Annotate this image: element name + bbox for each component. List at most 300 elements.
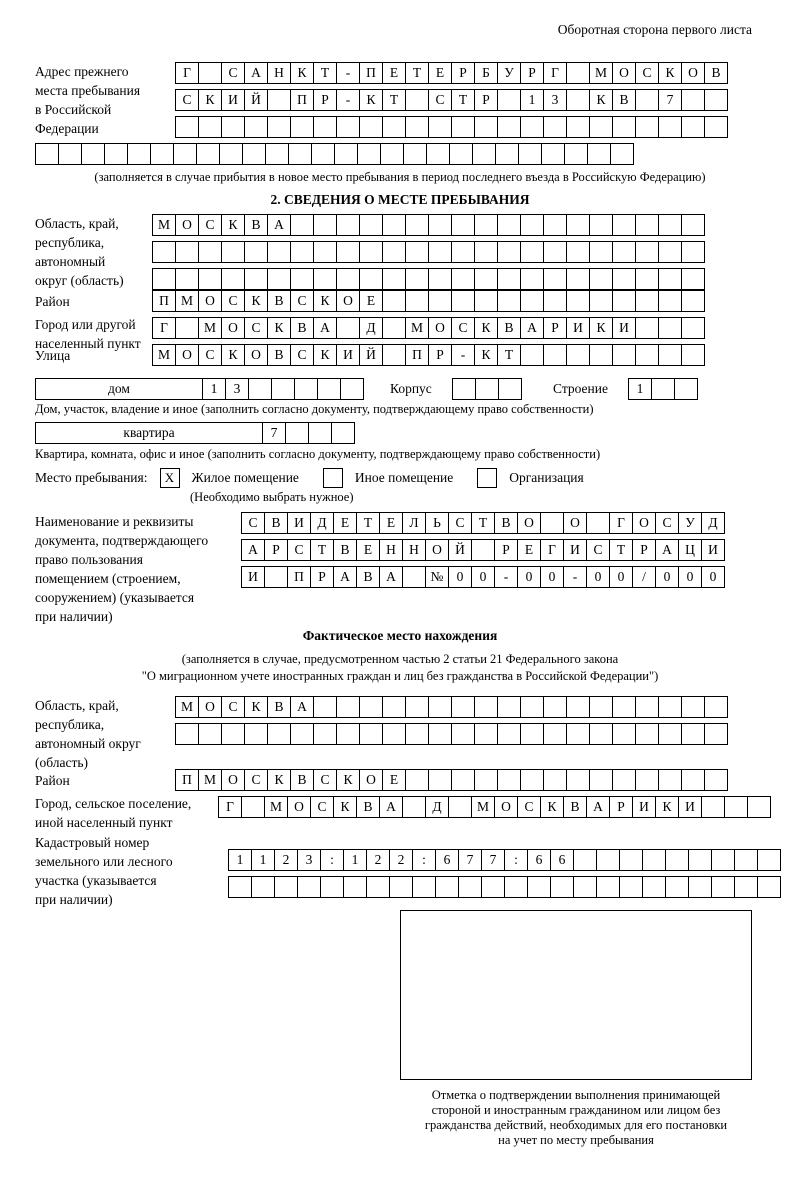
region-row-3[interactable] <box>152 268 704 290</box>
char-cell[interactable]: Е <box>359 290 383 312</box>
char-cell[interactable] <box>198 116 222 138</box>
char-cell[interactable]: 0 <box>609 566 633 588</box>
char-cell[interactable]: К <box>359 89 383 111</box>
char-cell[interactable]: 3 <box>225 378 249 400</box>
char-cell[interactable] <box>635 116 659 138</box>
char-cell[interactable] <box>497 268 521 290</box>
char-cell[interactable]: Й <box>359 344 383 366</box>
char-cell[interactable] <box>497 241 521 263</box>
char-cell[interactable]: А <box>379 796 403 818</box>
char-cell[interactable] <box>681 89 705 111</box>
char-cell[interactable]: 0 <box>517 566 541 588</box>
char-cell[interactable] <box>497 89 521 111</box>
char-cell[interactable] <box>251 876 275 898</box>
char-cell[interactable] <box>573 849 597 871</box>
char-cell[interactable] <box>359 241 383 263</box>
char-cell[interactable] <box>642 849 666 871</box>
char-cell[interactable]: Р <box>474 89 498 111</box>
char-cell[interactable] <box>428 696 452 718</box>
char-cell[interactable] <box>665 876 689 898</box>
char-cell[interactable] <box>566 769 590 791</box>
char-cell[interactable]: О <box>221 769 245 791</box>
char-cell[interactable]: С <box>290 344 314 366</box>
char-cell[interactable] <box>586 512 610 534</box>
char-cell[interactable] <box>520 723 544 745</box>
char-cell[interactable]: 3 <box>297 849 321 871</box>
char-cell[interactable] <box>274 876 298 898</box>
char-cell[interactable] <box>448 796 472 818</box>
char-cell[interactable]: О <box>612 62 636 84</box>
char-cell[interactable]: В <box>244 214 268 236</box>
char-cell[interactable]: Е <box>356 539 380 561</box>
char-cell[interactable] <box>658 344 682 366</box>
char-cell[interactable]: : <box>320 849 344 871</box>
char-cell[interactable]: М <box>152 344 176 366</box>
actual-region-row-1[interactable] <box>175 696 727 718</box>
char-cell[interactable] <box>405 116 429 138</box>
char-cell[interactable] <box>313 116 337 138</box>
actual-region-row-2[interactable] <box>175 723 727 745</box>
char-cell[interactable] <box>313 723 337 745</box>
char-cell[interactable]: 1 <box>343 849 367 871</box>
char-cell[interactable]: 7 <box>481 849 505 871</box>
char-cell[interactable] <box>711 876 735 898</box>
char-cell[interactable] <box>612 241 636 263</box>
char-cell[interactable]: К <box>244 290 268 312</box>
char-cell[interactable] <box>704 89 728 111</box>
char-cell[interactable] <box>543 116 567 138</box>
char-cell[interactable] <box>405 241 429 263</box>
char-cell[interactable]: 6 <box>435 849 459 871</box>
char-cell[interactable] <box>704 769 728 791</box>
char-cell[interactable]: М <box>175 696 199 718</box>
char-cell[interactable] <box>658 696 682 718</box>
document-row-2[interactable] <box>241 539 724 561</box>
char-cell[interactable]: Т <box>609 539 633 561</box>
char-cell[interactable]: В <box>356 566 380 588</box>
char-cell[interactable] <box>382 344 406 366</box>
city-row-1[interactable] <box>152 317 704 339</box>
char-cell[interactable]: О <box>175 344 199 366</box>
char-cell[interactable]: В <box>497 317 521 339</box>
char-cell[interactable] <box>566 241 590 263</box>
char-cell[interactable]: В <box>704 62 728 84</box>
char-cell[interactable] <box>564 143 588 165</box>
char-cell[interactable]: С <box>198 344 222 366</box>
char-cell[interactable]: К <box>267 769 291 791</box>
char-cell[interactable] <box>382 268 406 290</box>
char-cell[interactable] <box>543 723 567 745</box>
char-cell[interactable] <box>704 116 728 138</box>
char-cell[interactable] <box>267 89 291 111</box>
char-cell[interactable] <box>701 796 725 818</box>
char-cell[interactable] <box>248 378 272 400</box>
char-cell[interactable]: А <box>241 539 265 561</box>
char-cell[interactable]: А <box>290 696 314 718</box>
char-cell[interactable] <box>382 723 406 745</box>
char-cell[interactable] <box>175 268 199 290</box>
char-cell[interactable]: Г <box>175 62 199 84</box>
char-cell[interactable]: О <box>517 512 541 534</box>
char-cell[interactable] <box>589 214 613 236</box>
char-cell[interactable]: Е <box>382 769 406 791</box>
char-cell[interactable] <box>474 268 498 290</box>
char-cell[interactable] <box>221 723 245 745</box>
char-cell[interactable] <box>635 317 659 339</box>
char-cell[interactable] <box>596 876 620 898</box>
char-cell[interactable] <box>359 214 383 236</box>
char-cell[interactable] <box>267 116 291 138</box>
char-cell[interactable]: Г <box>540 539 564 561</box>
char-cell[interactable]: П <box>359 62 383 84</box>
char-cell[interactable]: И <box>566 317 590 339</box>
char-cell[interactable] <box>589 696 613 718</box>
char-cell[interactable]: В <box>494 512 518 534</box>
char-cell[interactable] <box>612 214 636 236</box>
char-cell[interactable] <box>471 539 495 561</box>
char-cell[interactable] <box>219 143 243 165</box>
char-cell[interactable] <box>451 696 475 718</box>
char-cell[interactable]: К <box>221 214 245 236</box>
char-cell[interactable]: И <box>287 512 311 534</box>
char-cell[interactable]: Р <box>264 539 288 561</box>
char-cell[interactable]: О <box>198 696 222 718</box>
char-cell[interactable] <box>612 268 636 290</box>
char-cell[interactable]: В <box>267 290 291 312</box>
char-cell[interactable] <box>288 143 312 165</box>
char-cell[interactable]: В <box>563 796 587 818</box>
char-cell[interactable] <box>313 696 337 718</box>
char-cell[interactable] <box>244 116 268 138</box>
char-cell[interactable]: 0 <box>655 566 679 588</box>
char-cell[interactable] <box>221 268 245 290</box>
char-cell[interactable]: М <box>264 796 288 818</box>
char-cell[interactable] <box>543 214 567 236</box>
document-row-1[interactable] <box>241 512 724 534</box>
char-cell[interactable]: К <box>221 344 245 366</box>
char-cell[interactable]: Р <box>609 796 633 818</box>
char-cell[interactable] <box>175 116 199 138</box>
char-cell[interactable]: В <box>267 344 291 366</box>
char-cell[interactable]: П <box>405 344 429 366</box>
char-cell[interactable] <box>228 876 252 898</box>
char-cell[interactable] <box>405 89 429 111</box>
char-cell[interactable] <box>402 566 426 588</box>
char-cell[interactable]: С <box>448 512 472 534</box>
char-cell[interactable]: О <box>287 796 311 818</box>
char-cell[interactable]: Л <box>402 512 426 534</box>
char-cell[interactable] <box>681 268 705 290</box>
char-cell[interactable] <box>497 290 521 312</box>
char-cell[interactable]: № <box>425 566 449 588</box>
char-cell[interactable] <box>405 769 429 791</box>
char-cell[interactable] <box>359 696 383 718</box>
document-row-3[interactable] <box>241 566 724 588</box>
street-row[interactable] <box>152 344 704 366</box>
char-cell[interactable] <box>518 143 542 165</box>
char-cell[interactable] <box>244 241 268 263</box>
char-cell[interactable]: 7 <box>262 422 286 444</box>
char-cell[interactable]: А <box>520 317 544 339</box>
char-cell[interactable]: О <box>336 290 360 312</box>
char-cell[interactable] <box>681 344 705 366</box>
char-cell[interactable]: К <box>589 317 613 339</box>
char-cell[interactable] <box>665 849 689 871</box>
char-cell[interactable]: Р <box>543 317 567 339</box>
char-cell[interactable]: А <box>313 317 337 339</box>
char-cell[interactable]: В <box>290 317 314 339</box>
char-cell[interactable] <box>294 378 318 400</box>
char-cell[interactable]: Р <box>632 539 656 561</box>
char-cell[interactable] <box>428 290 452 312</box>
char-cell[interactable]: М <box>589 62 613 84</box>
char-cell[interactable] <box>681 214 705 236</box>
char-cell[interactable]: К <box>540 796 564 818</box>
char-cell[interactable]: К <box>244 696 268 718</box>
char-cell[interactable] <box>196 143 220 165</box>
char-cell[interactable]: 0 <box>448 566 472 588</box>
char-cell[interactable] <box>543 769 567 791</box>
char-cell[interactable]: Е <box>517 539 541 561</box>
char-cell[interactable] <box>527 876 551 898</box>
char-cell[interactable]: В <box>333 539 357 561</box>
char-cell[interactable] <box>317 378 341 400</box>
char-cell[interactable] <box>658 317 682 339</box>
char-cell[interactable]: О <box>198 290 222 312</box>
cadastral-row-1[interactable] <box>228 849 780 871</box>
char-cell[interactable] <box>380 143 404 165</box>
actual-city-row[interactable] <box>218 796 770 818</box>
char-cell[interactable] <box>612 769 636 791</box>
char-cell[interactable]: 0 <box>678 566 702 588</box>
char-cell[interactable] <box>313 214 337 236</box>
char-cell[interactable] <box>688 849 712 871</box>
char-cell[interactable] <box>474 241 498 263</box>
char-cell[interactable]: С <box>428 89 452 111</box>
char-cell[interactable] <box>658 769 682 791</box>
char-cell[interactable]: - <box>494 566 518 588</box>
char-cell[interactable]: Е <box>379 512 403 534</box>
kvartira-cells[interactable] <box>262 422 354 444</box>
char-cell[interactable]: И <box>678 796 702 818</box>
char-cell[interactable] <box>336 723 360 745</box>
korpus-cells[interactable] <box>452 378 521 400</box>
char-cell[interactable] <box>474 696 498 718</box>
char-cell[interactable]: К <box>267 317 291 339</box>
char-cell[interactable] <box>308 422 332 444</box>
checkbox-organizaciya[interactable] <box>477 468 497 488</box>
char-cell[interactable] <box>734 849 758 871</box>
char-cell[interactable] <box>612 723 636 745</box>
char-cell[interactable] <box>198 62 222 84</box>
char-cell[interactable] <box>520 696 544 718</box>
char-cell[interactable]: И <box>612 317 636 339</box>
char-cell[interactable] <box>389 876 413 898</box>
region-row-1[interactable] <box>152 214 704 236</box>
char-cell[interactable]: Г <box>609 512 633 534</box>
char-cell[interactable]: Т <box>451 89 475 111</box>
char-cell[interactable]: С <box>175 89 199 111</box>
char-cell[interactable] <box>724 796 748 818</box>
char-cell[interactable]: И <box>336 344 360 366</box>
char-cell[interactable] <box>265 143 289 165</box>
char-cell[interactable]: С <box>313 769 337 791</box>
char-cell[interactable]: А <box>586 796 610 818</box>
char-cell[interactable] <box>175 317 199 339</box>
char-cell[interactable] <box>658 116 682 138</box>
cadastral-row-2[interactable] <box>228 876 780 898</box>
char-cell[interactable]: С <box>221 290 245 312</box>
char-cell[interactable] <box>359 268 383 290</box>
char-cell[interactable] <box>290 723 314 745</box>
char-cell[interactable] <box>331 422 355 444</box>
char-cell[interactable] <box>336 116 360 138</box>
char-cell[interactable]: О <box>425 539 449 561</box>
char-cell[interactable]: Й <box>244 89 268 111</box>
char-cell[interactable] <box>290 268 314 290</box>
char-cell[interactable] <box>311 143 335 165</box>
char-cell[interactable]: С <box>290 290 314 312</box>
char-cell[interactable] <box>382 290 406 312</box>
char-cell[interactable] <box>540 512 564 534</box>
char-cell[interactable] <box>297 876 321 898</box>
char-cell[interactable] <box>612 290 636 312</box>
char-cell[interactable] <box>382 214 406 236</box>
char-cell[interactable] <box>681 317 705 339</box>
char-cell[interactable] <box>711 849 735 871</box>
char-cell[interactable]: Т <box>382 89 406 111</box>
char-cell[interactable] <box>658 268 682 290</box>
prev-address-row-2[interactable] <box>175 89 727 111</box>
char-cell[interactable] <box>382 116 406 138</box>
district-row[interactable] <box>152 290 704 312</box>
char-cell[interactable] <box>589 769 613 791</box>
char-cell[interactable] <box>497 214 521 236</box>
char-cell[interactable] <box>658 214 682 236</box>
char-cell[interactable] <box>497 696 521 718</box>
char-cell[interactable] <box>221 116 245 138</box>
char-cell[interactable] <box>451 241 475 263</box>
char-cell[interactable]: С <box>198 214 222 236</box>
char-cell[interactable]: Г <box>152 317 176 339</box>
checkbox-inoe[interactable] <box>323 468 343 488</box>
char-cell[interactable] <box>566 344 590 366</box>
char-cell[interactable]: В <box>612 89 636 111</box>
char-cell[interactable] <box>520 268 544 290</box>
char-cell[interactable]: Д <box>359 317 383 339</box>
char-cell[interactable]: Г <box>218 796 242 818</box>
char-cell[interactable] <box>198 268 222 290</box>
prev-address-row-3[interactable] <box>175 116 727 138</box>
char-cell[interactable] <box>635 696 659 718</box>
char-cell[interactable] <box>619 876 643 898</box>
char-cell[interactable] <box>642 876 666 898</box>
char-cell[interactable]: - <box>336 62 360 84</box>
char-cell[interactable] <box>264 566 288 588</box>
char-cell[interactable] <box>340 378 364 400</box>
char-cell[interactable]: К <box>198 89 222 111</box>
char-cell[interactable] <box>451 723 475 745</box>
char-cell[interactable]: К <box>658 62 682 84</box>
char-cell[interactable]: О <box>681 62 705 84</box>
char-cell[interactable]: 1 <box>251 849 275 871</box>
char-cell[interactable]: В <box>264 512 288 534</box>
char-cell[interactable] <box>596 849 620 871</box>
char-cell[interactable] <box>242 143 266 165</box>
char-cell[interactable]: М <box>405 317 429 339</box>
char-cell[interactable] <box>267 241 291 263</box>
char-cell[interactable] <box>495 143 519 165</box>
char-cell[interactable]: Д <box>310 512 334 534</box>
char-cell[interactable] <box>405 214 429 236</box>
region-row-2[interactable] <box>152 241 704 263</box>
char-cell[interactable]: Е <box>428 62 452 84</box>
char-cell[interactable] <box>635 268 659 290</box>
char-cell[interactable]: С <box>287 539 311 561</box>
char-cell[interactable]: С <box>244 317 268 339</box>
char-cell[interactable]: 6 <box>550 849 574 871</box>
char-cell[interactable]: В <box>267 696 291 718</box>
char-cell[interactable] <box>543 241 567 263</box>
checkbox-zhiloe[interactable]: X <box>160 468 180 488</box>
char-cell[interactable] <box>658 723 682 745</box>
char-cell[interactable]: Н <box>267 62 291 84</box>
char-cell[interactable] <box>290 241 314 263</box>
char-cell[interactable] <box>566 89 590 111</box>
char-cell[interactable]: О <box>359 769 383 791</box>
char-cell[interactable] <box>566 62 590 84</box>
char-cell[interactable] <box>757 876 781 898</box>
char-cell[interactable]: Н <box>379 539 403 561</box>
char-cell[interactable] <box>244 268 268 290</box>
char-cell[interactable]: Ц <box>678 539 702 561</box>
char-cell[interactable] <box>428 241 452 263</box>
char-cell[interactable] <box>334 143 358 165</box>
char-cell[interactable] <box>412 876 436 898</box>
char-cell[interactable] <box>336 268 360 290</box>
char-cell[interactable] <box>497 769 521 791</box>
char-cell[interactable] <box>566 268 590 290</box>
char-cell[interactable]: 1 <box>520 89 544 111</box>
char-cell[interactable] <box>336 214 360 236</box>
char-cell[interactable] <box>543 344 567 366</box>
char-cell[interactable]: И <box>701 539 725 561</box>
char-cell[interactable] <box>175 723 199 745</box>
char-cell[interactable] <box>589 268 613 290</box>
char-cell[interactable]: Е <box>333 512 357 534</box>
char-cell[interactable] <box>566 214 590 236</box>
char-cell[interactable] <box>357 143 381 165</box>
char-cell[interactable] <box>543 268 567 290</box>
char-cell[interactable]: У <box>678 512 702 534</box>
char-cell[interactable]: П <box>152 290 176 312</box>
char-cell[interactable] <box>35 143 59 165</box>
char-cell[interactable]: М <box>198 769 222 791</box>
char-cell[interactable] <box>267 723 291 745</box>
char-cell[interactable]: Ь <box>425 512 449 534</box>
char-cell[interactable] <box>520 116 544 138</box>
char-cell[interactable] <box>290 116 314 138</box>
char-cell[interactable] <box>635 290 659 312</box>
char-cell[interactable]: А <box>267 214 291 236</box>
char-cell[interactable]: 0 <box>540 566 564 588</box>
char-cell[interactable]: 0 <box>471 566 495 588</box>
char-cell[interactable] <box>428 116 452 138</box>
char-cell[interactable]: С <box>655 512 679 534</box>
char-cell[interactable]: Д <box>425 796 449 818</box>
char-cell[interactable] <box>681 116 705 138</box>
char-cell[interactable] <box>734 876 758 898</box>
